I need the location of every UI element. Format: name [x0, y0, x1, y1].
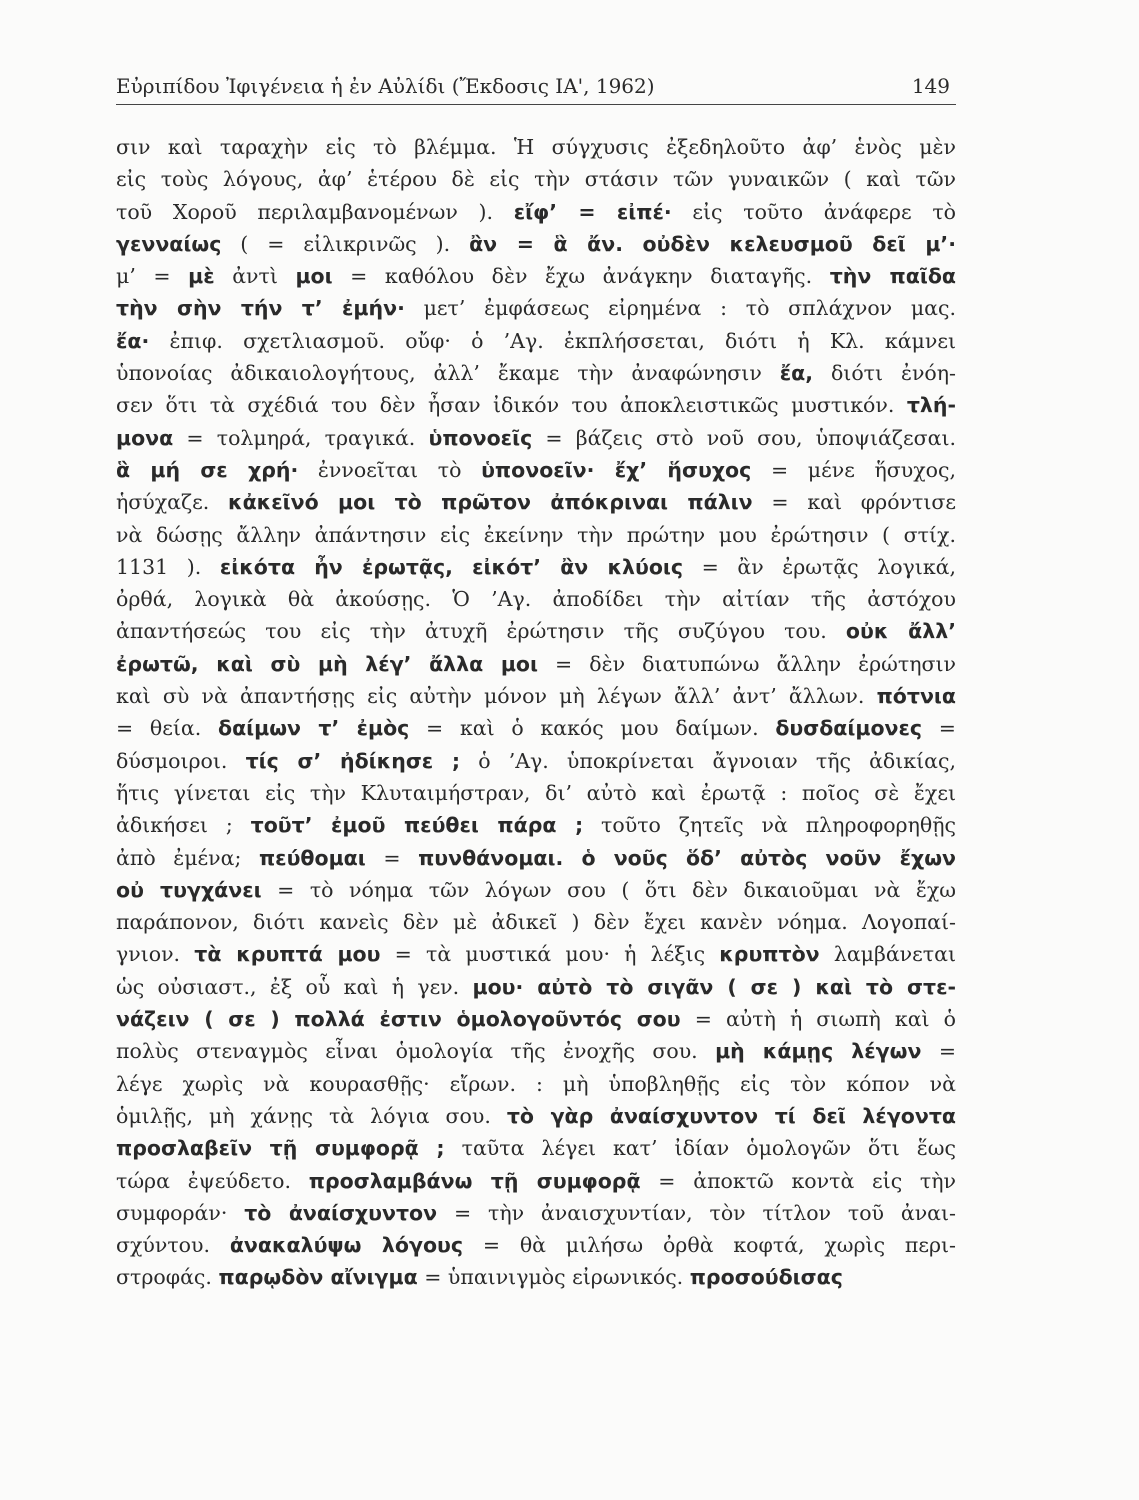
text-line: [116, 131, 956, 163]
lemma-bold: ἔα·: [116, 328, 150, 353]
text-line: [116, 1035, 956, 1067]
text-segment: = καὶ φρόντισε: [752, 490, 956, 515]
text-segment: ἡσύχαζε.: [116, 490, 229, 515]
text-segment: ἀπὸ ἐμένα;: [116, 845, 259, 870]
text-segment: λέγε χωρὶς νὰ κουρασθῇς· εἴρων. : μὴ ὑποβληθῇς εἰς τὸν κόπον νὰ: [116, 1071, 956, 1096]
text-segment: = ἂν ἐρωτᾷς λογικά,: [683, 554, 957, 579]
text-segment: ὁ ’Αγ. ὑποκρίνεται ἄγνοιαν τῆς ἀδικίας,: [460, 748, 956, 773]
lemma-bold: τὴν σὴν τήν τ’ ἐμήν·: [116, 296, 405, 321]
lemma-bold: μὴ κάμῃς λέγων: [715, 1039, 922, 1064]
text-line: [116, 228, 956, 260]
lemma-bold: κρυπτὸν: [719, 942, 820, 967]
text-line: [116, 938, 956, 970]
text-segment: = θεία.: [116, 716, 218, 741]
text-line: [116, 583, 956, 615]
text-segment: ἀδικήσει ;: [116, 813, 251, 838]
lemma-bold: τὰ κρυπτά μου: [194, 942, 381, 967]
text-line: [116, 615, 956, 647]
commentary-text: [116, 131, 956, 1294]
text-segment: τοῦ Χοροῦ περιλαμβανομένων ).: [116, 199, 514, 224]
lemma-bold: ἂν = ἃ ἄν. οὐδὲν κελευσμοῦ δεῖ μ’·: [469, 231, 957, 256]
text-line: [116, 1132, 956, 1164]
text-line: [116, 809, 956, 841]
running-title: Εὐριπίδου Ἰφιγένεια ἡ ἐν Αὐλίδι (Ἔκδοσις ΙΑ', 1962): [116, 74, 655, 98]
text-line: [116, 874, 956, 906]
lemma-bold: εἰκότα ἦν ἐρωτᾷς, εἰκότ’ ἂν κλύοις: [219, 554, 684, 579]
text-line: [116, 1197, 956, 1229]
text-line: [116, 648, 956, 680]
text-segment: νὰ δώσῃς ἄλλην ἀπάντησιν εἰς ἐκείνην τὴν πρώτην μου ἐρώτησιν ( στίχ.: [116, 522, 956, 547]
lemma-bold: προσλαμβάνω τῇ συμφορᾷ: [308, 1168, 641, 1193]
text-line: [116, 777, 956, 809]
page-header: [116, 74, 956, 104]
text-segment: δύσμοιροι.: [116, 748, 246, 773]
lemma-bold: οὐκ ἄλλ’: [845, 619, 956, 644]
text-line: [116, 971, 956, 1003]
text-line: [116, 1261, 956, 1293]
lemma-bold: τίς σ’ ἠδίκησε ;: [245, 748, 461, 773]
text-segment: ἥτις γίνεται εἰς τὴν Κλυταιμήστραν, δι’ αὐτὸ καὶ ἐρωτᾷ : ποῖος σὲ ἔχει: [116, 780, 956, 805]
text-segment: σιν καὶ ταραχὴν εἰς τὸ βλέμμα. Ἡ σύγχυσις ἐξεδηλοῦτο ἀφ’ ἑνὸς μὲν: [116, 135, 956, 159]
lemma-bold: ὑπονοεῖν· ἔχ’ ἥσυχος: [481, 457, 752, 482]
lemma-bold: μοι: [295, 264, 333, 289]
text-line: [116, 422, 956, 454]
text-segment: = τὴν ἀναισχυντίαν, τὸν τίτλον τοῦ ἀναι-: [437, 1200, 956, 1225]
lemma-bold: ἐρωτῶ, καὶ σὺ μὴ λέγ’ ἄλλα μοι: [116, 651, 539, 676]
text-segment: μ’ =: [116, 264, 189, 289]
lemma-bold: δαίμων τ’ ἐμὸς: [218, 716, 410, 741]
text-line: [116, 906, 956, 938]
text-line: [116, 1003, 956, 1035]
text-segment: = δὲν διατυπώνω ἄλλην ἐρώτησιν: [538, 651, 956, 676]
text-segment: παράπονον, διότι κανεὶς δὲν μὲ ἀδικεῖ ) δὲν ἔχει κανὲν νόημα. Λογοπαί-: [116, 910, 956, 935]
lemma-bold: πεύθομαι: [258, 845, 366, 870]
lemma-bold: τλή-: [906, 393, 956, 418]
lemma-bold: ὑπονοεῖς: [428, 425, 533, 450]
lemma-bold: πότνια: [876, 684, 956, 709]
lemma-bold: τοῦτ’ ἐμοῦ πεύθει πάρα ;: [250, 813, 584, 838]
lemma-bold: τὸ ἀναίσχυντον: [244, 1200, 438, 1225]
lemma-bold: οὐ τυγχάνει: [116, 877, 262, 902]
lemma-bold: νάζειν ( σε ) πολλά ἐστιν ὁμολογοῦντός σου: [116, 1007, 681, 1032]
text-segment: ( = εἰλικρινῶς ).: [221, 231, 470, 256]
text-line: [116, 842, 956, 874]
text-segment: τώρα ἐψεύδετο.: [116, 1168, 309, 1193]
text-segment: λαμβάνεται: [819, 942, 956, 967]
lemma-bold: μονα: [116, 425, 174, 450]
text-line: [116, 680, 956, 712]
text-segment: =: [921, 1039, 956, 1064]
text-segment: = αὐτὴ ἡ σιωπὴ καὶ ὁ: [680, 1007, 956, 1032]
text-segment: = τολμηρά, τραγικά.: [173, 425, 429, 450]
lemma-bold: μου· αὐτὸ τὸ σιγᾶν ( σε ) καὶ τὸ στε-: [472, 974, 956, 999]
text-segment: ἀπαντήσεώς του εἰς τὴν ἀτυχῆ ἐρώτησιν τῆς συζύγου του.: [116, 619, 846, 644]
text-segment: στροφάς.: [116, 1265, 219, 1290]
text-line: [116, 163, 956, 195]
text-segment: γνιον.: [116, 942, 195, 967]
text-segment: ἐννοεῖται τὸ: [298, 457, 482, 482]
text-segment: ἐπιφ. σχετλιασμοῦ. οὔφ· ὁ ’Αγ. ἐκπλήσσεται, διότι ἡ Κλ. κάμνει: [149, 328, 956, 353]
lemma-bold: κἀκεῖνό μοι τὸ πρῶτον ἀπόκριναι πάλιν: [228, 490, 753, 515]
lemma-bold: εἴφ’ = εἰπέ·: [513, 199, 672, 224]
lemma-bold: προσλαβεῖν τῇ συμφορᾷ ;: [116, 1136, 445, 1161]
text-line: [116, 519, 956, 551]
text-line: [116, 325, 956, 357]
text-segment: σχύντου.: [116, 1233, 230, 1258]
text-segment: εἰς τοῦτο ἀνάφερε τὸ: [671, 199, 956, 224]
text-segment: = καὶ ὁ κακός μου δαίμων.: [409, 716, 776, 741]
text-segment: = καθόλου δὲν ἔχω ἀνάγκην διαταγῆς.: [332, 264, 830, 289]
text-segment: συμφοράν·: [116, 1200, 245, 1225]
text-segment: διότι ἐνόη-: [813, 361, 956, 386]
text-segment: ταῦτα λέγει κατ’ ἰδίαν ὁμολογῶν ὅτι ἕως: [444, 1136, 956, 1161]
text-line: [116, 1100, 956, 1132]
text-segment: ὡς οὐσιαστ., ἐξ οὗ καὶ ἡ γεν.: [116, 974, 473, 999]
text-line: [116, 357, 956, 389]
text-line: [116, 712, 956, 744]
page-number: 149: [911, 74, 950, 98]
book-page: [116, 74, 956, 1294]
lemma-bold: ἃ μή σε χρή·: [116, 457, 299, 482]
text-segment: =: [365, 845, 419, 870]
lemma-bold: ἀνακαλύψω λόγους: [229, 1233, 464, 1258]
lemma-bold: τὸ γὰρ ἀναίσχυντον τί δεῖ λέγοντα: [506, 1103, 956, 1128]
text-line: [116, 1229, 956, 1261]
text-segment: τοῦτο ζητεῖς νὰ πληροφορηθῇς: [583, 813, 956, 838]
text-line: [116, 1068, 956, 1100]
text-line: [116, 486, 956, 518]
lemma-bold: ἔα,: [779, 361, 814, 386]
header-rule: [116, 104, 956, 105]
text-segment: = τὰ μυστικά μου· ἡ λέξις: [380, 942, 720, 967]
text-segment: =: [922, 716, 956, 741]
text-segment: ὑπονοίας ἀδικαιολογήτους, ἀλλ’ ἔκαμε τὴν ἀναφώνησιν: [116, 361, 780, 386]
text-segment: ἀντὶ: [214, 264, 296, 289]
text-line: [116, 389, 956, 421]
lemma-bold: πυνθάνομαι. ὁ νοῦς ὅδ’ αὐτὸς νοῦν ἔχων: [418, 845, 956, 870]
text-segment: πολὺς στεναγμὸς εἶναι ὁμολογία τῆς ἐνοχῆς σου.: [116, 1039, 716, 1064]
text-segment: ὀρθά, λογικὰ θὰ ἀκούσῃς. Ὁ ’Αγ. ἀποδίδει τὴν αἰτίαν τῆς ἀστόχου: [116, 587, 956, 612]
text-line: [116, 454, 956, 486]
text-segment: = μένε ἥσυχος,: [751, 457, 956, 482]
text-segment: = βάζεις στὸ νοῦ σου, ὑποψιάζεσαι.: [532, 425, 956, 450]
text-segment: μετ’ ἐμφάσεως εἰρημένα : τὸ σπλάχνον μας.: [404, 296, 957, 321]
text-segment: ὁμιλῇς, μὴ χάνῃς τὰ λόγια σου.: [116, 1103, 507, 1128]
text-segment: = τὸ νόημα τῶν λόγων σου ( ὅτι δὲν δικαιοῦμαι νὰ ἔχω: [261, 877, 956, 902]
lemma-bold: προσούδισας: [689, 1265, 843, 1290]
text-line: [116, 260, 956, 292]
text-line: [116, 196, 956, 228]
text-segment: = ὑπαινιγμὸς εἰρωνικός.: [417, 1265, 690, 1290]
text-segment: καὶ σὺ νὰ ἀπαντήσῃς εἰς αὐτὴν μόνον μὴ λέγων ἄλλ’ ἀντ’ ἄλλων.: [116, 684, 877, 709]
text-line: [116, 745, 956, 777]
lemma-bold: τὴν παῖδα: [829, 264, 956, 289]
text-segment: εἰς τοὺς λόγους, ἀφ’ ἑτέρου δὲ εἰς τὴν στάσιν τῶν γυναικῶν ( καὶ τῶν: [116, 167, 956, 192]
text-segment: σεν ὅτι τὰ σχέδιά του δὲν ἦσαν ἰδικόν του ἀποκλειστικῶς μυστικόν.: [116, 393, 907, 418]
lemma-bold: δυσδαίμονες: [775, 716, 923, 741]
text-line: [116, 292, 956, 324]
text-segment: 1131 ).: [116, 554, 220, 579]
lemma-bold: παρῳδὸν αἴνιγμα: [218, 1265, 418, 1290]
text-line: [116, 1165, 956, 1197]
lemma-bold: γενναίως: [116, 231, 222, 256]
text-segment: = ἀποκτῶ κοντὰ εἰς τὴν: [640, 1168, 956, 1193]
text-line: [116, 551, 956, 583]
lemma-bold: μὲ: [188, 264, 215, 289]
text-segment: = θὰ μιλήσω ὀρθὰ κοφτά, χωρὶς περι-: [463, 1233, 956, 1258]
